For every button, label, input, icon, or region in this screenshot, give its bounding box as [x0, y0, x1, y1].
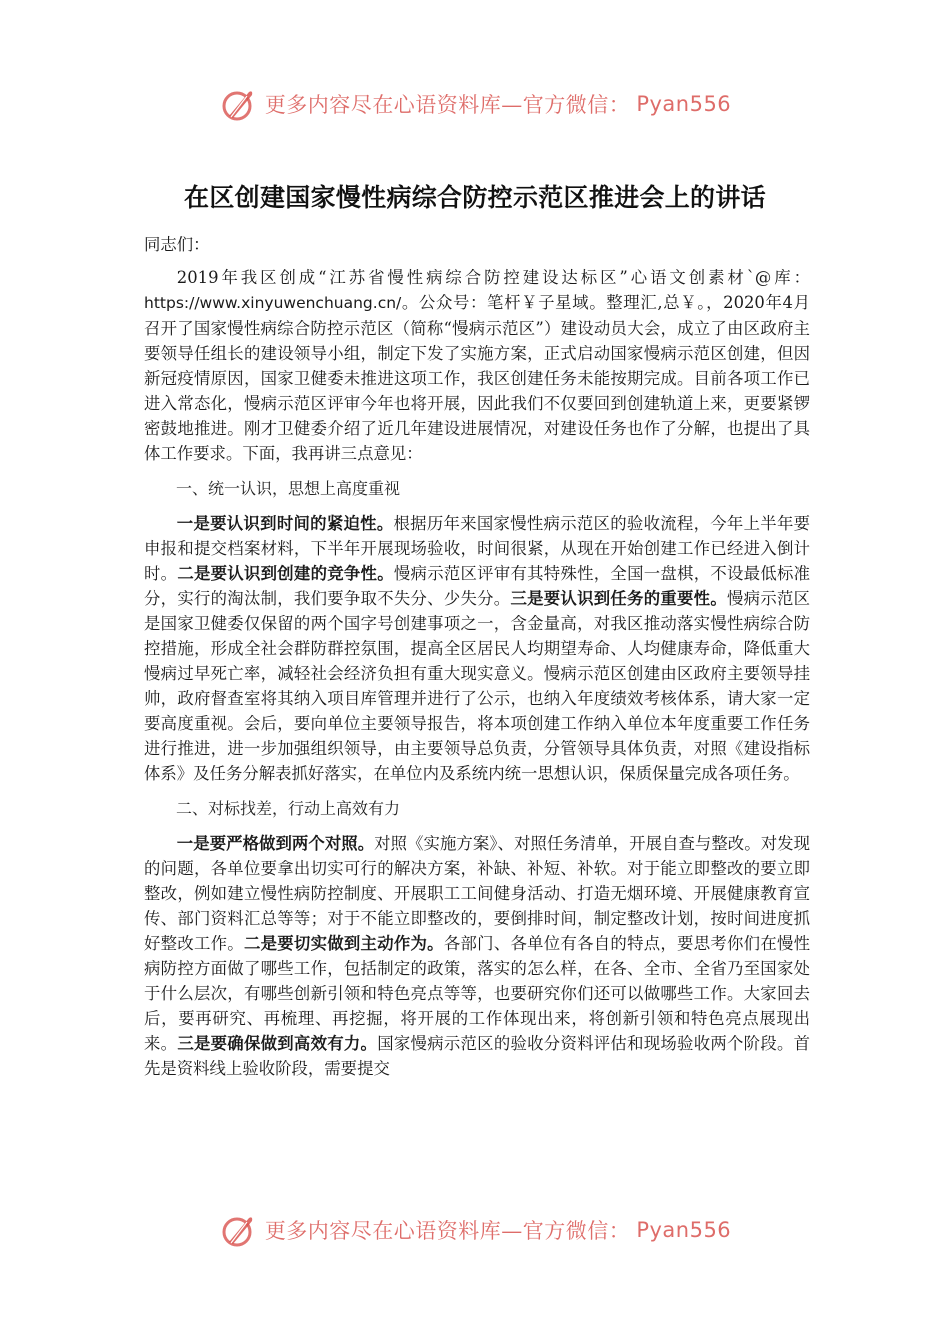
- section-1-point-2-text: 慢病示范区评审有其特殊性，全国一盘棋，不设最低标准分，实行的淘汰制，我们要争取不失分、少失分。: [144, 564, 811, 608]
- quill-logo-icon: [219, 84, 259, 124]
- section-2-point-1-bold: 一是要严格做到两个对照。: [176, 834, 375, 853]
- intro-text-1: 2019年我区创成“江苏省慢性病综合防控建设达标区”心语文创素材`@库：: [176, 268, 810, 287]
- watermark-banner-top: [0, 84, 950, 124]
- section-2-point-3-text: 国家慢病示范区的验收分资料评估和现场验收两个阶段。首先是资料线上验收阶段，需要提交: [144, 1034, 811, 1078]
- section-2-point-1-text: 对照《实施方案》、对照任务清单，开展自查与整改。对发现的问题，各单位要拿出切实可行的解决方案，补缺、补短、补软。对于能立即整改的要立即整改，例如建立慢性病防控制度、开展职工工间健身活动、打造无烟环境、开展健康教育宣传、部门资料汇总等等；对于不能立即整改的，要倒排时间，制定整改计划，按时间进度抓好整改工作。: [144, 834, 810, 953]
- document-body: [144, 232, 810, 1091]
- section-2-point-3-bold: 三是要确保做到高效有力。: [177, 1034, 378, 1053]
- watermark-wechat-id: Pyan556: [636, 92, 732, 116]
- watermark-banner-bottom: [0, 1210, 950, 1250]
- section-2-heading: 二、对标找差，行动上高效有力: [176, 799, 401, 818]
- intro-text-2: 。公众号：笔杆￥子星域。整理汇,总￥。，2020年4月召开了国家慢性病综合防控示范区（简称“慢病示范区”）建设动员大会，成立了由区政府主要领导任组长的建设领导小组，制定下发了实施方案，正式启动国家慢病示范区创建，但因新冠疫情原因，国家卫健委未推进这项工作，我区创建任务未能按期完成。目前各项工作已进入常态化，慢病示范区评审今年也将开展，因此我们不仅要回到创建轨道上来，更要紧锣密鼓地推进。刚才卫健委介绍了近几年建设进展情况，对建设任务也作了分解，也提出了具体工作要求。下面，我再讲三点意见：: [144, 293, 810, 463]
- section-1-point-1-text: 根据历年来国家慢性病示范区的验收流程，今年上半年要申报和提交档案材料，下半年开展现场验收，时间很紧，从现在开始创建工作已经进入倒计时。: [144, 514, 810, 583]
- watermark-text: 更多内容尽在心语资料库—官方微信：: [264, 1219, 631, 1243]
- section-1-point-2-bold: 二是要认识到创建的竞争性。: [177, 564, 394, 583]
- section-2-point-2-text: 各部门、各单位有各自的特点，要思考你们在慢性病防控方面做了哪些工作，包括制定的政策，落实的怎么样，在各、全市、全省乃至国家处于什么层次，有哪些创新引领和特色亮点等等，也要研究你们还可以做哪些工作。大家回去后，要再研究、再梳理、再挖掘，将开展的工作体现出来，将创新引领和特色亮点展现出来。: [144, 934, 811, 1053]
- section-1-point-3-bold: 三是要认识到任务的重要性。: [510, 589, 727, 608]
- intro-paragraph: [144, 265, 810, 466]
- section-1-point-3-text: 慢病示范区是国家卫健委仅保留的两个国字号创建事项之一，含金量高，对我区推动落实慢性病综合防控措施，形成全社会群防群控氛围，提高全区居民人均期望寿命、人均健康寿命，降低重大慢病过早死亡率，减轻社会经济负担有重大现实意义。慢病示范区创建由区政府主要领导挂帅，政府督查室将其纳入项目库管理并进行了公示，也纳入年度绩效考核体系，请大家一定要高度重视。会后，要向单位主要领导报告，将本项创建工作纳入单位本年度重要工作任务进行推进，进一步加强组织领导，由主要领导总负责，分管领导具体负责，对照《建设指标体系》及任务分解表抓好落实，在单位内及系统内统一思想认识，保质保量完成各项任务。: [144, 589, 811, 783]
- section-1-point-1-bold: 一是要认识到时间的紧迫性。: [176, 514, 394, 533]
- section-1-heading: 一、统一认识，思想上高度重视: [176, 479, 401, 498]
- section-2-point-2-bold: 二是要切实做到主动作为。: [243, 934, 444, 953]
- salutation: 同志们：: [144, 235, 210, 254]
- source-url: https://www.xinyuwenchuang.cn/: [144, 294, 402, 312]
- watermark-text: 更多内容尽在心语资料库—官方微信：: [264, 93, 631, 117]
- page-title: 在区创建国家慢性病综合防控示范区推进会上的讲话: [184, 183, 766, 212]
- watermark-wechat-id: Pyan556: [636, 1218, 732, 1242]
- section-1-paragraph: [144, 511, 810, 786]
- section-2-paragraph: [144, 831, 810, 1081]
- quill-logo-icon: [219, 1210, 259, 1250]
